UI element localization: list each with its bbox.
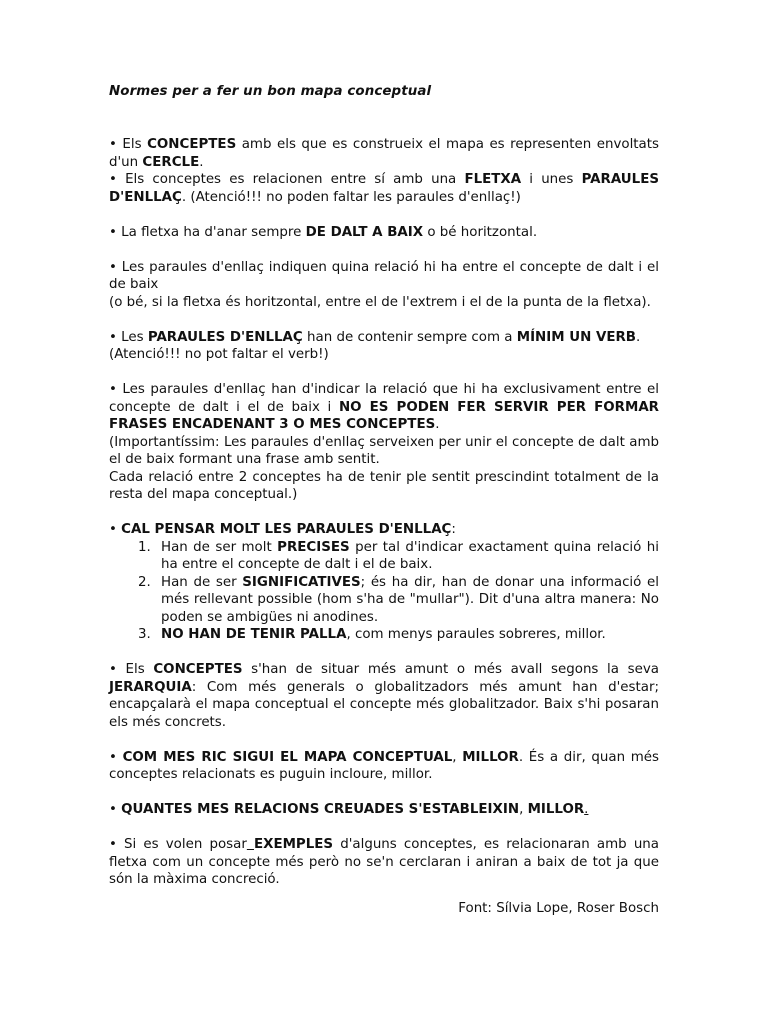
list-item: 2. Han de ser SIGNIFICATIVES; és ha dir, han de donar una informació el més rellevant possible (hom s'ha de "mullar"). Dit d'una altra manera: No poden se ambigües ni anodines. bbox=[138, 574, 659, 625]
document-title: Normes per a fer un bon mapa conceptual bbox=[109, 84, 432, 99]
rule-important-note: (Importantíssim: Les paraules d'enllaç serveixen per unir el concepte de dalt amb el de baix formant una frase amb sentit. bbox=[109, 434, 659, 467]
list-item: 1. Han de ser molt PRECISES per tal d'indicar exactament quina relació hi ha entre el concepte de dalt i el de baix. bbox=[138, 539, 659, 572]
rule-concepts-circle: • Els CONCEPTES amb els que es construeix el mapa es representen envoltats d'un CERCLE. bbox=[109, 137, 659, 170]
list-item: 3. NO HAN DE TENIR PALLA, com menys paraules sobreres, millor. bbox=[138, 627, 606, 642]
rule-cross-relations: • QUANTES MES RELACIONS CREUADES S'ESTABLEIXIN, MILLOR. bbox=[109, 802, 589, 817]
rule-examples: • Si es volen posar EXEMPLES d'alguns conceptes, es relacionaran amb una fletxa com un concepte més però no se'n cerclaran i aniran a baix de tot ja que són la màxima concreció. bbox=[109, 837, 659, 887]
rule-linking-words-relation: • Les paraules d'enllaç indiquen quina relació hi ha entre el concepte de dalt i el de baix bbox=[109, 259, 659, 292]
rule-arrow-linking-words: • Els conceptes es relacionen entre sí amb una FLETXA i unes PARAULES D'ENLLAÇ. (Atenció!!! no poden faltar les paraules d'enllaç!) bbox=[109, 172, 659, 205]
rule-linking-words-verb: • Les PARAULES D'ENLLAÇ han de contenir sempre com a MÍNIM UN VERB. bbox=[109, 329, 641, 345]
rule-richer-map: • COM MES RIC SIGUI EL MAPA CONCEPTUAL, MILLOR. És a dir, quan més conceptes relacionats es puguin incloure, millor. bbox=[109, 749, 660, 782]
rule-think-linking-words: • CAL PENSAR MOLT LES PARAULES D'ENLLAÇ: bbox=[109, 522, 456, 537]
rule-linking-words-horizontal-note: (o bé, si la fletxa és horitzontal, entre el de l'extrem i el de la punta de la fletxa). bbox=[109, 294, 651, 310]
document-body bbox=[109, 84, 659, 929]
linking-words-criteria-list bbox=[109, 539, 659, 644]
rule-arrow-direction: • La fletxa ha d'anar sempre DE DALT A BAIX o bé horitzontal. bbox=[109, 224, 538, 240]
rule-no-chained-phrases: • Les paraules d'enllaç han d'indicar la relació que hi ha exclusivament entre el concepte de dalt i el de baix i NO ES PODEN FER SERVIR PER FORMAR FRASES ENCADENANT 3 O MES CONCEPTES. bbox=[109, 382, 659, 432]
source-credit: Font: Sílvia Lope, Roser Bosch bbox=[458, 900, 659, 916]
rule-hierarchy: • Els CONCEPTES s'han de situar més amunt o més avall segons la seva JERARQUIA: Com més generals o globalitzadors més amunt han d'estar; encapçalarà el mapa conceptual el concepte més globalitzador. Baix s'hi posaran els més concrets. bbox=[109, 662, 659, 730]
rule-verb-note: (Atenció!!! no pot faltar el verb!) bbox=[109, 347, 329, 362]
rule-full-meaning-note: Cada relació entre 2 conceptes ha de tenir ple sentit prescindint totalment de la resta del mapa conceptual.) bbox=[109, 469, 659, 502]
